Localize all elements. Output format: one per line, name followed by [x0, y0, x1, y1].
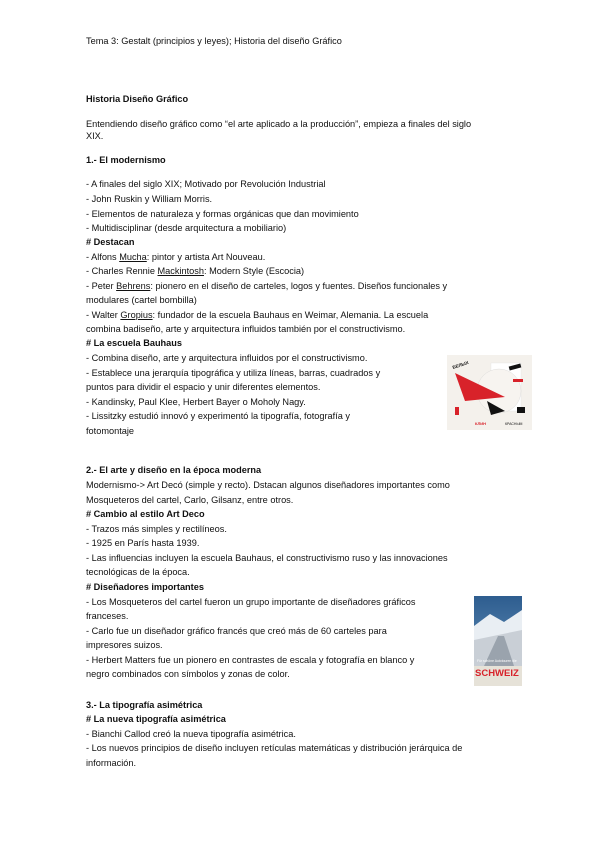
- section-2-heading: 2.- El arte y diseño en la época moderna: [86, 465, 262, 475]
- designers-heading: # Diseñadores importantes: [86, 582, 204, 592]
- designer-item: - Carlo fue un diseñador gráfico francés que creó más de 60 carteles para: [86, 626, 387, 636]
- schweiz-poster-image: [474, 596, 522, 686]
- designer-item: impresores suizos.: [86, 640, 163, 650]
- poster1-text-1: БЕЛЫХ: [451, 360, 470, 370]
- designer-item: - Los Mosqueteros del cartel fueron un grupo importante de diseñadores gráficos: [86, 597, 416, 607]
- section-3-heading: 3.- La tipografía asimétrica: [86, 700, 203, 710]
- destacan-heading: # Destacan: [86, 237, 135, 247]
- s3-subheading: # La nueva tipografía asimétrica: [86, 714, 226, 724]
- bauhaus-item: - Establece una jerarquía tipográfica y utiliza líneas, barras, cuadrados y: [86, 368, 381, 378]
- s3-item: - Los nuevos principios de diseño incluyen retículas matemáticas y distribución jerárquica de: [86, 743, 463, 753]
- person-gropius: - Walter Gropius: fundador de la escuela Bauhaus en Weimar, Alemania. La escuela: [86, 310, 429, 320]
- section-1-heading: 1.- El modernismo: [86, 155, 166, 165]
- poster1-text-3: КРАСНЫМ: [505, 422, 523, 426]
- intro-line-1: Entendiendo diseño gráfico como “el arte aplicado a la producción”, empieza a finales del siglo: [86, 119, 472, 129]
- deco-item: - Trazos más simples y rectilíneos.: [86, 524, 227, 534]
- deco-item: - Las influencias incluyen la escuela Bauhaus, el constructivismo ruso y las innovaciones: [86, 553, 448, 563]
- page-header: Tema 3: Gestalt (principios y leyes); Historia del diseño Gráfico: [86, 36, 342, 46]
- bauhaus-heading: # La escuela Bauhaus: [86, 338, 183, 348]
- s3-item: - Bianchi Callod creó la nueva tipografía asimétrica.: [86, 729, 296, 739]
- deco-heading: # Cambio al estilo Art Deco: [86, 509, 205, 519]
- bauhaus-item: puntos para dividir el espacio y unir diferentes elementos.: [86, 382, 321, 392]
- s1-item: - Elementos de naturaleza y formas orgánicas que dan movimiento: [86, 209, 359, 219]
- deco-item: tecnológicas de la época.: [86, 567, 190, 577]
- deco-item: - 1925 en París hasta 1939.: [86, 538, 200, 548]
- constructivist-poster-image: [447, 355, 532, 430]
- person-behrens-cont: modulares (cartel bombilla): [86, 295, 197, 305]
- person-mackintosh: - Charles Rennie Mackintosh: Modern Style (Escocia): [86, 266, 305, 276]
- designer-item: negro combinados con símbolos y zonas de color.: [86, 669, 290, 679]
- s1-item: - Multidisciplinar (desde arquitectura a mobiliario): [86, 223, 287, 233]
- s2-intro: Mosqueteros del cartel, Carlo, Gilsanz, entre otros.: [86, 495, 294, 505]
- s1-item: - John Ruskin y William Morris.: [86, 194, 213, 204]
- s1-item: - A finales del siglo XIX; Motivado por Revolución Industrial: [86, 179, 326, 189]
- bauhaus-item: - Combina diseño, arte y arquitectura influidos por el constructivismo.: [86, 353, 368, 363]
- person-mucha: - Alfons Mucha: pintor y artista Art Nouveau.: [86, 252, 266, 262]
- s3-item: información.: [86, 758, 137, 768]
- person-behrens: - Peter Behrens: pionero en el diseño de carteles, logos y fuentes. Diseños funcionales y: [86, 281, 448, 291]
- intro-line-2: XIX.: [86, 131, 104, 141]
- bauhaus-item: - Lissitzky estudió innovó y experimentó la tipografía, fotografía y: [86, 411, 351, 421]
- person-gropius-cont: combina badiseño, arte y arquitectura influidos también por el constructivismo.: [86, 324, 406, 334]
- poster2-big-text: SCHWEIZ: [475, 668, 519, 679]
- designer-item: franceses.: [86, 611, 129, 621]
- designer-item: - Herbert Matters fue un pionero en contrastes de escala y fotografía en blanco y: [86, 655, 415, 665]
- document-title: Historia Diseño Gráfico: [86, 94, 189, 104]
- poster1-text-2: КЛИН: [475, 421, 487, 426]
- bauhaus-item: - Kandinsky, Paul Klee, Herbert Bayer o Moholy Nagy.: [86, 397, 306, 407]
- poster2-small-text: Für schöne Autotouren die: [477, 659, 517, 663]
- s2-intro: Modernismo-> Art Decó (simple y recto). Dstacan algunos diseñadores importantes como: [86, 480, 450, 490]
- bauhaus-item: fotomontaje: [86, 426, 135, 436]
